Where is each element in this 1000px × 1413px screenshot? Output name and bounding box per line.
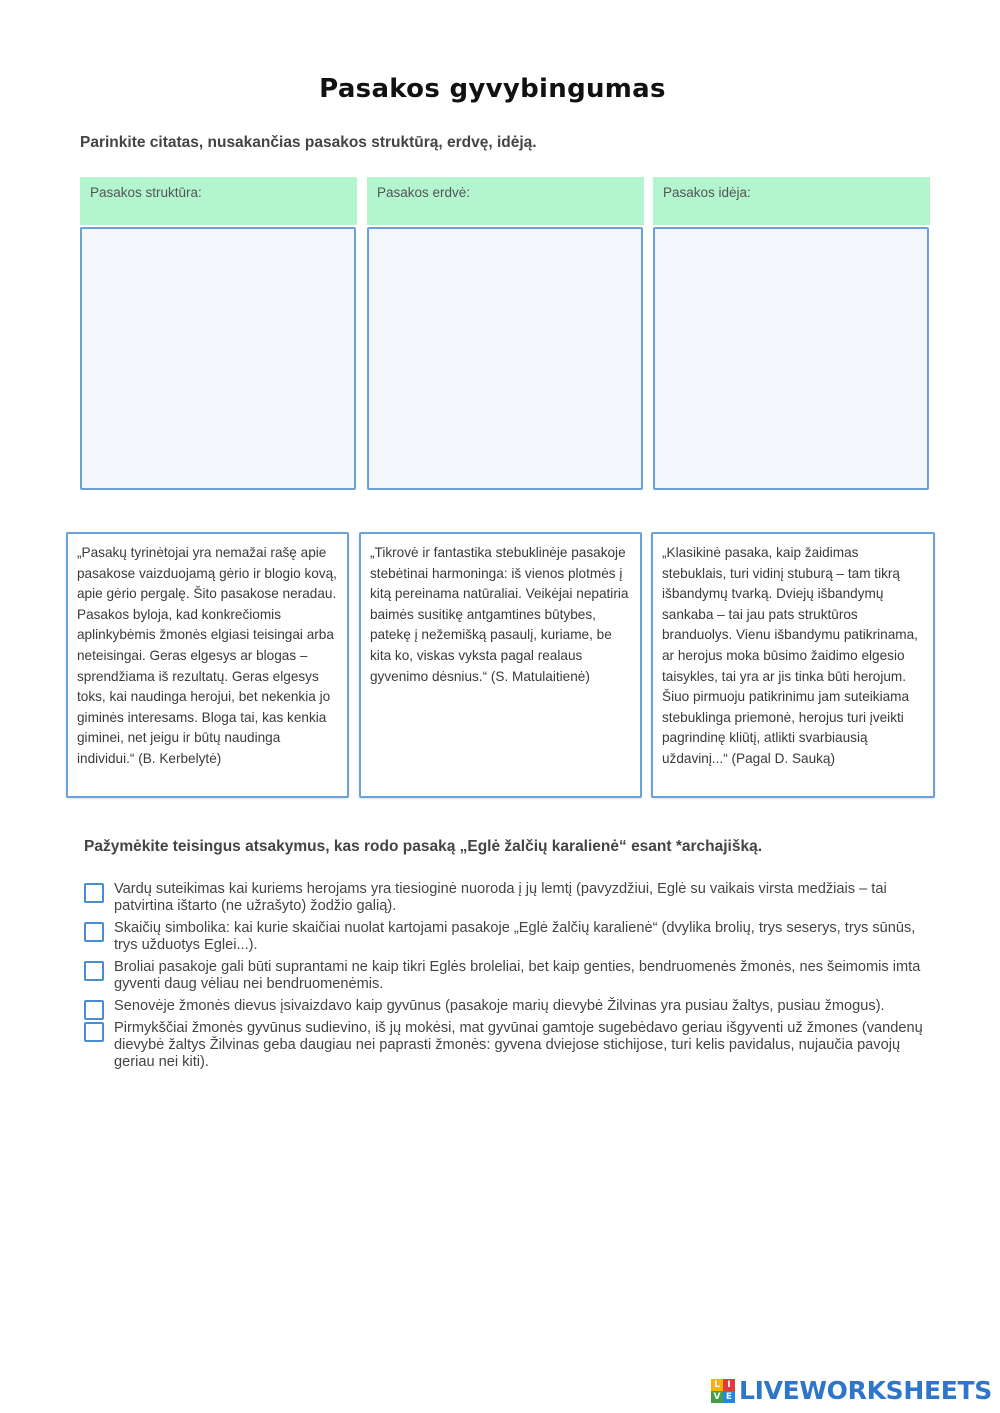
liveworksheets-logo-icon xyxy=(711,1379,735,1403)
checkbox-option-5[interactable] xyxy=(84,1022,104,1042)
category-header-space: Pasakos erdvė: xyxy=(367,177,644,225)
page-title: Pasakos gyvybingumas xyxy=(319,74,666,104)
category-header-structure: Pasakos struktūra: xyxy=(80,177,357,225)
quote-card-kerbelyte[interactable]: „Pasakų tyrinėtojai yra nemažai rašę apie pasakose vaizduojamą gėrio ir blogio kovą, apie gėrio pergalę. Šito pasakose neradau. Pasakos byloja, kad konkrečiomis aplinkybėmis žmonės elgiasi teisingai arba neteisingai. Geras elgesys ar blogas – sprendžiama iš rezultatų. Geras elgesys toks, kai naudinga herojui, bet nekenkia jo giminės interesams. Bloga tai, kas kenkia giminei, net jeigu ir būtų naudinga individui.“ (B. Kerbelytė) xyxy=(66,532,349,798)
option-text: Pirmykščiai žmonės gyvūnus sudievino, iš jų mokėsi, mat gyvūnai gamtoje sugebėdavo geriau išgyventi už žmones (vandenų dievybė žaltys Žilvinas geba daugiau nei paprasti žmonės: gyvena dviejose stichijose, turi kelis pavidalus, nujaučia pavojų geriau nei kiti). xyxy=(114,1020,923,1070)
category-header-idea: Pasakos idėja: xyxy=(653,177,930,225)
checklist-item xyxy=(84,1020,934,1071)
brand-name: LIVEWORKSHEETS xyxy=(738,1376,992,1405)
instruction-sorting: Parinkite citatas, nusakančias pasakos struktūrą, erdvę, idėją. xyxy=(80,134,537,151)
quote-card-sauka[interactable]: „Klasikinė pasaka, kaip žaidimas stebuklais, turi vidinį stuburą – tam tikrą išbandymų tvarką. Dviejų išbandymų sankaba – tai jau pats struktūros branduolys. Vienu išbandymu patikrinama, ar herojus moka būsimo žaidimo elgesio taisykles, tai yra ar jis tinka būti herojum. Šiuo pirmuoju patikrinimu jam suteikiama stebuklinga priemonė, herojus turi įveikti pagrindinę kliūtį, atlikti svarbiausią uždavinį...“ (Pagal D. Sauką) xyxy=(651,532,935,798)
checklist-item xyxy=(84,998,934,1015)
drop-zone-structure[interactable] xyxy=(80,227,356,490)
quote-card-matulaitiene[interactable]: „Tikrovė ir fantastika stebuklinėje pasakoje stebėtinai harmoninga: iš vienos plotmės į kitą pereinama natūraliai. Veikėjai nepatiria baimės susitikę antgamtines būtybes, patekę į nežemišką pasaulį, kuriame, be kita ko, viskas vyksta pagal realaus gyvenimo dėsnius.“ (S. Matulaitienė) xyxy=(359,532,642,798)
drop-zone-space[interactable] xyxy=(367,227,643,490)
checkbox-option-4[interactable] xyxy=(84,1000,104,1020)
checklist-item xyxy=(84,881,934,915)
option-text: Broliai pasakoje gali būti suprantami ne kaip tikri Eglės broleliai, bet kaip genties, bendruomenės žmonės, nes šeimomis imta gyventi daug vėliau nei bendruomenėmis. xyxy=(114,959,921,992)
drop-zone-idea[interactable] xyxy=(653,227,929,490)
checkbox-option-1[interactable] xyxy=(84,883,104,903)
liveworksheets-brand xyxy=(711,1376,992,1405)
logo-letter: I xyxy=(723,1379,735,1391)
option-text: Senovėje žmonės dievus įsivaizdavo kaip gyvūnus (pasakoje marių dievybė Žilvinas yra pusiau žaltys, pusiau žmogus). xyxy=(114,998,885,1014)
logo-letter: E xyxy=(723,1391,735,1403)
logo-letter: V xyxy=(711,1391,723,1403)
logo-letter: L xyxy=(711,1379,723,1391)
option-text: Vardų suteikimas kai kuriems herojams yra tiesioginė nuoroda į jų lemtį (pavyzdžiui, Eglė su vaikais virsta medžiais – tai patvirtina ištarto (ne užrašyto) žodžio galią). xyxy=(114,881,887,914)
checkbox-option-3[interactable] xyxy=(84,961,104,981)
checkbox-option-2[interactable] xyxy=(84,922,104,942)
checklist-item xyxy=(84,920,934,954)
checklist-item xyxy=(84,959,934,993)
option-text: Skaičių simbolika: kai kurie skaičiai nuolat kartojami pasakoje „Eglė žalčių karalienė“ (dvylika brolių, trys seserys, trys sūnūs, trys užduotys Eglei...). xyxy=(114,920,916,953)
answer-checklist xyxy=(84,881,934,1076)
instruction-checklist: Pažymėkite teisingus atsakymus, kas rodo pasaką „Eglė žalčių karalienė“ esant *archajišką. xyxy=(84,838,763,855)
